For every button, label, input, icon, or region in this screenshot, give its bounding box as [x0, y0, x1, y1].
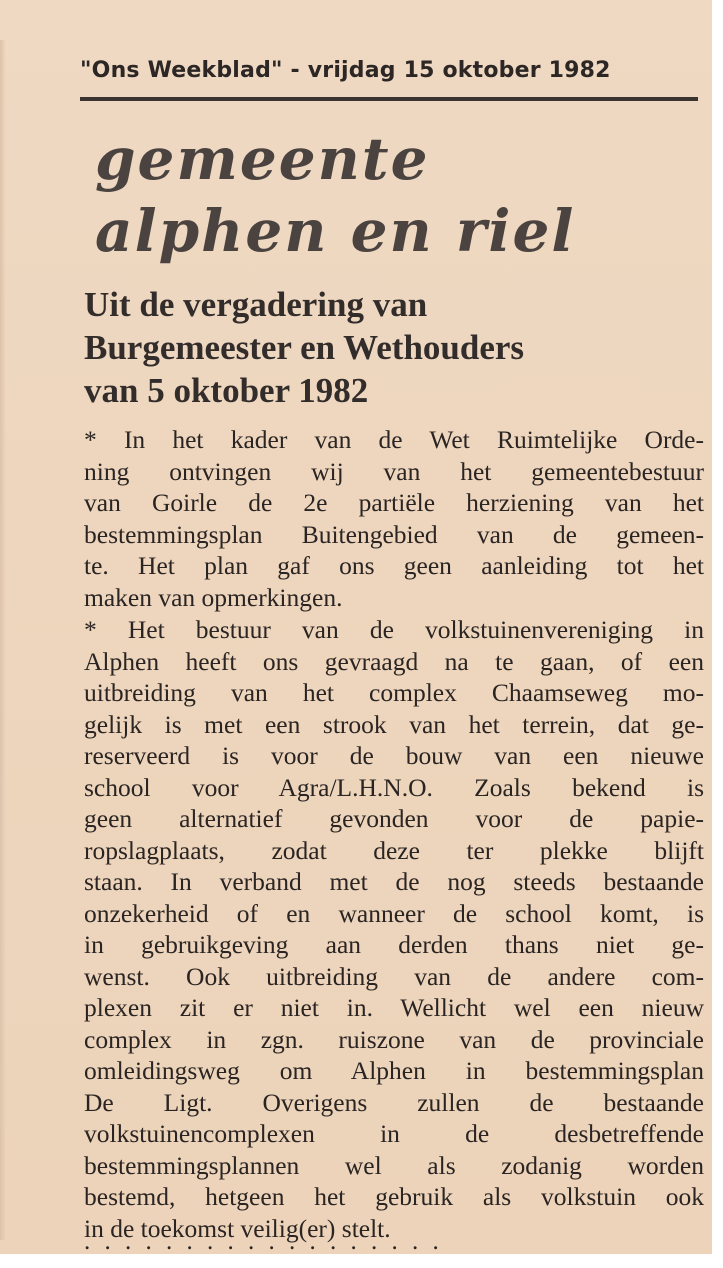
text-line: uitbreiding van het complex Chaamseweg mo-	[84, 678, 704, 707]
paragraph-2	[84, 614, 704, 1244]
text-line: school voor Agra/L.H.N.O. Zoals bekend is	[84, 772, 704, 802]
text-line: bestemd, hetgeen het gebruik als volkstuin ook	[84, 1182, 704, 1211]
masthead: "Ons Weekblad" - vrijdag 15 oktober 1982	[80, 58, 611, 83]
text-line: reserveerd is voor de bouw van een nieuwe	[84, 741, 704, 770]
paper-edge-shadow	[0, 40, 6, 1240]
title-line-1: gemeente	[95, 125, 430, 193]
text-line: omleidingsweg om Alphen in bestemmingsplan	[84, 1056, 704, 1085]
text-line: bestemmingsplannen wel als zodanig worden	[84, 1150, 704, 1180]
text-line: ropslagplaats, zodat deze ter plekke blijft	[84, 835, 704, 865]
subhead-line-3: van 5 oktober 1982	[84, 371, 369, 410]
text-line: van Goirle de 2e partiële herziening van het	[84, 488, 704, 517]
text-line: onzekerheid of en wanneer de school komt, is	[84, 898, 704, 928]
title-line-2: alphen en riel	[95, 197, 576, 265]
text-line: maken van opmerkingen.	[84, 582, 343, 612]
text-line: * Het bestuur van de volkstuinenvereniging in	[84, 615, 704, 644]
subhead-line-1: Uit de vergadering van	[84, 285, 428, 324]
text-line: De Ligt. Overigens zullen de bestaande	[84, 1087, 704, 1117]
text-line: wenst. Ook uitbreiding van de andere com-	[84, 961, 704, 991]
text-line: volkstuinencomplexen in de desbetreffende	[84, 1119, 704, 1148]
text-line: geen alternatief gevonden voor de papie-	[84, 804, 704, 833]
text-line: plexen zit er niet in. Wellicht wel een nieuw	[84, 993, 704, 1022]
text-line: complex in zgn. ruiszone van de provinciale	[84, 1024, 704, 1054]
text-line: bestemmingsplan Buitengebied van de gemeen-	[84, 519, 704, 549]
scan-margin	[712, 0, 723, 1268]
text-line: * In het kader van de Wet Ruimtelijke Orde-	[84, 425, 704, 454]
text-line: Alphen heeft ons gevraagd na te gaan, of een	[84, 646, 704, 676]
text-line: te. Het plan gaf ons geen aanleiding tot het	[84, 551, 704, 580]
masthead-rule	[80, 97, 698, 101]
text-line: in de toekomst veilig(er) stelt.	[84, 1213, 391, 1243]
text-line: gelijk is met een strook van het terrein, dat ge-	[84, 709, 704, 739]
text-line: ning ontvingen wij van het gemeentebestuur	[84, 456, 704, 486]
text-line: staan. In verband met de nog steeds bestaande	[84, 867, 704, 896]
subhead-line-2: Burgemeester en Wethouders	[84, 328, 525, 367]
paragraph-1	[84, 424, 704, 613]
text-line: in gebruikgeving aan derden thans niet ge-	[84, 930, 704, 959]
cut-off-text-line	[84, 1242, 704, 1254]
